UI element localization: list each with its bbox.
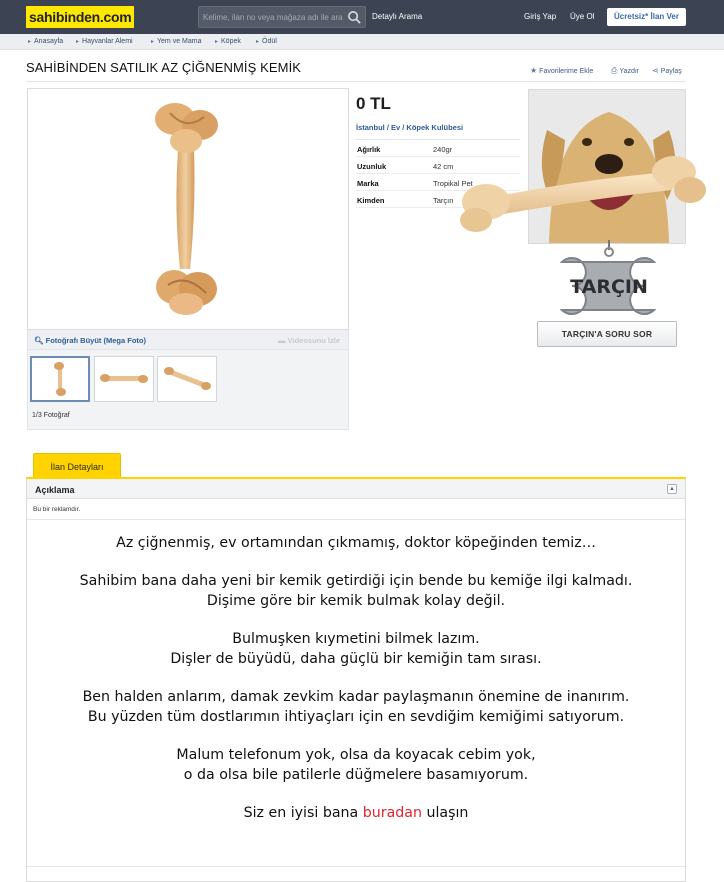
attribute-value: 240gr [433, 145, 453, 154]
description-text [27, 533, 685, 823]
name-tag [536, 240, 682, 320]
description-line: Dişler de büyüdü, daha güçlü bir kemiğin tam sırası. [170, 651, 542, 667]
spacer [27, 669, 685, 687]
share-icon: ⋖ [652, 66, 659, 75]
breadcrumb-item[interactable] [76, 38, 133, 45]
location-link[interactable]: İstanbul / Ev / Köpek Kulübesi [356, 123, 464, 132]
mega-photo-link[interactable] [34, 336, 146, 345]
video-link[interactable] [278, 336, 340, 345]
thumbnail[interactable] [157, 356, 217, 402]
attribute-key: Marka [357, 179, 379, 188]
chevron-right-icon: ▸ [256, 39, 260, 45]
site-logo[interactable]: sahibinden.com [26, 6, 134, 28]
favorite-label: Favorilerime Ekle [539, 68, 594, 75]
description-line: Dişime göre bir kemik bulmak kolay değil. [206, 593, 506, 609]
chevron-right-icon: ▸ [76, 39, 80, 45]
page-title: SAHİBİNDEN SATILIK AZ ÇİĞNENMİŞ KEMİK [26, 60, 302, 75]
breadcrumb-item[interactable] [28, 38, 63, 45]
divider [27, 519, 685, 520]
description-line: Bulmuşken kıymetini bilmek lazım. [232, 631, 480, 647]
name-tag-text: TARÇIN [570, 276, 648, 298]
breadcrumb-item[interactable] [256, 38, 277, 45]
print-label: Yazdır [619, 68, 640, 75]
chevron-right-icon: ▸ [215, 39, 219, 45]
breadcrumb-label: Hayvanlar Alemi [82, 38, 133, 45]
description-line: Sahibim bana daha yeni bir kemik getirdiği için bende bu kemiğe ilgi kalmadı. [79, 573, 633, 589]
video-camera-icon: ▬ [278, 336, 288, 345]
search-input[interactable] [203, 10, 343, 25]
star-icon: ★ [530, 66, 538, 75]
mega-photo-label: Fotoğrafı Büyüt (Mega Foto) [45, 336, 147, 345]
breadcrumb-item[interactable] [151, 38, 202, 45]
print-link[interactable] [611, 66, 639, 76]
description-line: Malum telefonum yok, olsa da koyacak cebim yok, [176, 747, 536, 763]
bone-in-mouth-image [458, 150, 708, 238]
gallery-toolbar [27, 330, 349, 350]
spacer [27, 785, 685, 803]
contact-link[interactable]: buradan [362, 805, 422, 821]
breadcrumb-label: Yem ve Mama [157, 38, 202, 45]
favorite-link[interactable] [530, 66, 593, 75]
divider [27, 866, 685, 867]
description-panel [26, 479, 686, 882]
description-line: Ben halden anlarım, damak zevkim kadar paylaşmanın önemine de inanırım. [82, 689, 630, 705]
attribute-value: Tarçın [433, 196, 454, 205]
tab-listing-details[interactable]: İlan Detayları [33, 453, 121, 478]
attribute-key: Uzunluk [357, 162, 387, 171]
spacer [27, 611, 685, 629]
chevron-right-icon: ▸ [28, 39, 32, 45]
attribute-key: Kimden [357, 196, 385, 205]
search-box [198, 6, 366, 28]
bone-horizontal-thumb [95, 357, 153, 401]
bone-vertical-thumb [32, 358, 88, 400]
breadcrumb-label: Ödül [262, 38, 277, 45]
spacer [27, 553, 685, 571]
video-label: Videosunu İzle [287, 336, 340, 345]
collapse-icon[interactable]: ▲ [667, 484, 677, 494]
attribute-value: Tropikal Pet [433, 179, 473, 188]
description-line: Az çiğnenmiş, ev ortamından çıkmamış, doktor köpeğinden temiz… [116, 535, 596, 551]
breadcrumb-label: Anasayfa [34, 38, 64, 45]
thumbnail[interactable] [94, 356, 154, 402]
thumbnail-strip [27, 350, 349, 430]
description-line: o da olsa bile patilerle düğmelere basamıyorum. [183, 767, 529, 783]
description-title: Açıklama [35, 485, 75, 495]
contact-line [27, 803, 685, 823]
print-icon: ⎙ [611, 66, 618, 75]
description-line: Bu yüzden tüm dostlarımın ihtiyaçları için en sevdiğim kemiğimi satıyorum. [87, 709, 625, 725]
attribute-key: Ağırlık [357, 145, 381, 154]
bone-tag-icon [536, 240, 682, 320]
chevron-right-icon: ▸ [151, 39, 155, 45]
share-link[interactable] [652, 66, 682, 75]
post-ad-button[interactable]: Ücretsiz* İlan Ver [607, 8, 686, 26]
photo-count: 1/3 Fotoğraf [32, 412, 70, 419]
description-header [27, 479, 685, 499]
attribute-value: 42 cm [433, 162, 454, 171]
top-navbar [0, 0, 724, 34]
search-icon[interactable] [347, 10, 362, 25]
register-link[interactable]: Üye Ol [570, 12, 595, 21]
advanced-search-link[interactable]: Detaylı Arama [372, 12, 423, 21]
login-link[interactable]: Giriş Yap [524, 12, 557, 21]
thumbnail[interactable] [30, 356, 90, 402]
ad-disclaimer: Bu bir reklamdır. [33, 506, 81, 513]
breadcrumb [0, 34, 724, 50]
price: 0 TL [356, 94, 391, 113]
bone-diagonal-thumb [158, 357, 216, 401]
divider [26, 81, 686, 82]
spacer [27, 727, 685, 745]
main-photo[interactable] [27, 88, 349, 330]
magnifier-icon: 🔍︎ [34, 336, 46, 345]
breadcrumb-item[interactable] [215, 38, 241, 45]
breadcrumb-label: Köpek [221, 38, 241, 45]
bone-image [28, 89, 350, 331]
share-label: Paylaş [660, 68, 682, 75]
contact-suffix: ulaşın [426, 805, 469, 821]
ask-question-button[interactable]: TARÇIN'A SORU SOR [537, 321, 677, 347]
contact-prefix: Siz en iyisi bana [243, 805, 359, 821]
